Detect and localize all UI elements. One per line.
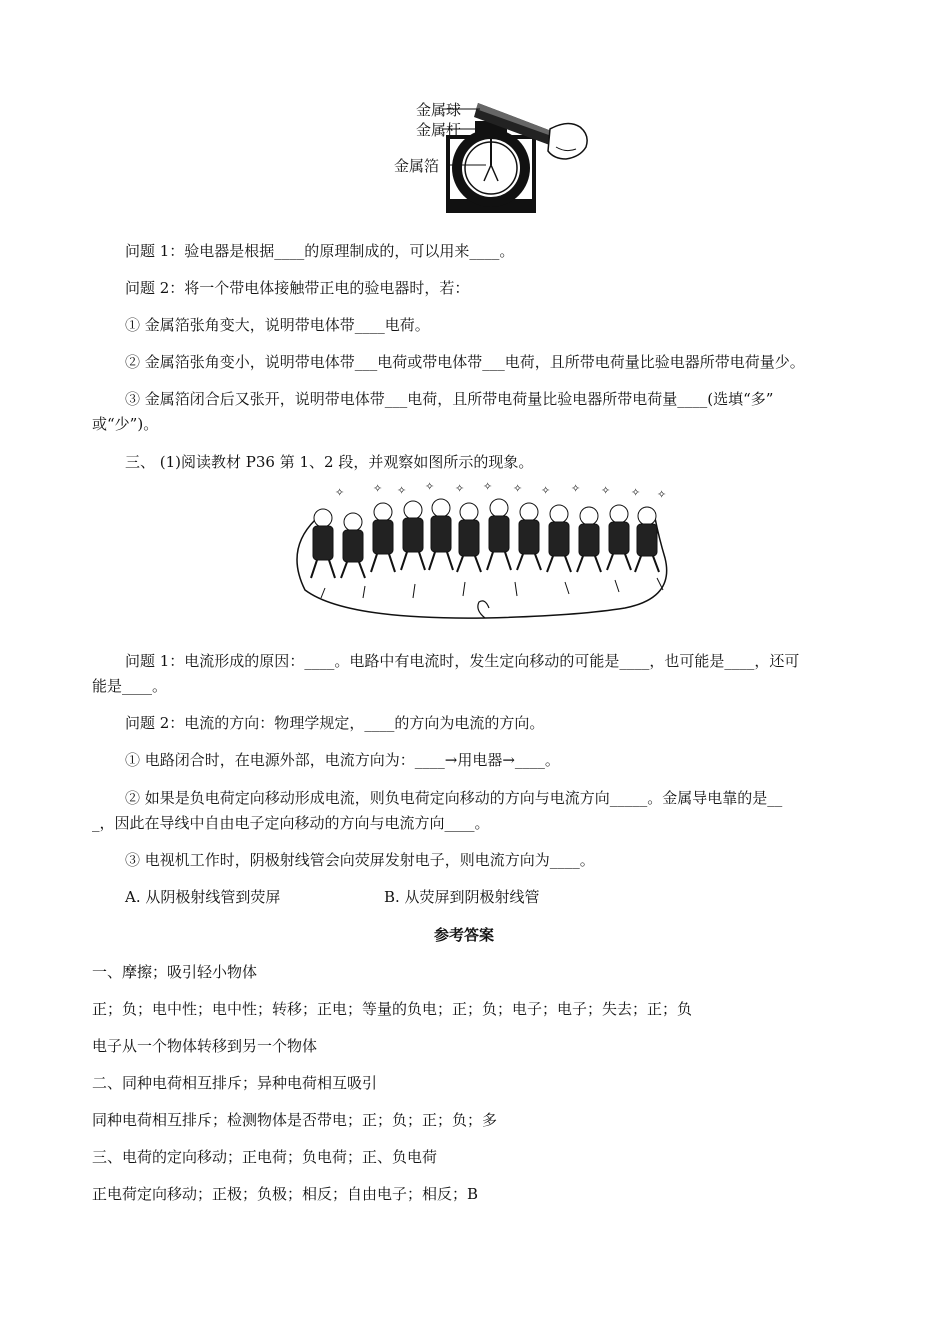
people-circuit-figure	[285, 480, 700, 625]
label-metal-foil: 金属箔	[394, 157, 440, 175]
svg-text:✧: ✧	[483, 480, 493, 493]
answer-line-5: 同种电荷相互排斥；检测物体是否带电；正；负；正；负；多	[92, 1111, 498, 1129]
section-3-intro: 三、 (1)阅读教材 P36 第 1、2 段，并观察如图所示的现象。	[125, 453, 534, 471]
question-2-1: 问题 1：验电器是根据____的原理制成的，可以用来____。	[125, 242, 515, 260]
answer-line-1: 一、摩擦；吸引轻小物体	[92, 963, 258, 981]
question-2-2-item1: ① 金属箔张角变大，说明带电体带____电荷。	[125, 316, 430, 334]
svg-text:✧: ✧	[397, 484, 407, 497]
answers-title: 参考答案	[434, 926, 495, 944]
question-2-2-item3-line1: ③ 金属箔闭合后又张开，说明带电体带___电荷，且所带电荷量比验电器所带电荷量____(选填“多”	[125, 390, 774, 408]
electroscope-figure	[390, 95, 600, 215]
question-3-1-line2: 能是____。	[92, 677, 168, 695]
question-2-2-item2: ② 金属箔张角变小，说明带电体带___电荷或带电体带___电荷，且所带电荷量比验电器所带电荷量少。	[125, 353, 805, 371]
svg-text:✧: ✧	[373, 482, 383, 495]
question-3-2-item1: ① 电路闭合时，在电源外部，电流方向为：____→用电器→____。	[125, 751, 560, 769]
svg-text:✧: ✧	[455, 482, 465, 495]
question-3-2-item2-line2: _，因此在导线中自由电子定向移动的方向与电流方向____。	[92, 814, 490, 832]
svg-text:✧: ✧	[425, 480, 435, 493]
answer-line-6: 三、电荷的定向移动；正电荷；负电荷；正、负电荷	[92, 1148, 438, 1166]
svg-text:✧: ✧	[571, 482, 581, 495]
answer-line-7: 正电荷定向移动；正极；负极；相反；自由电子；相反；B	[92, 1185, 479, 1203]
option-a: A. 从阴极射线管到荧屏	[125, 888, 281, 906]
svg-text:✧: ✧	[541, 484, 551, 497]
question-3-1-line1: 问题 1：电流形成的原因：____。电路中有电流时，发生定向移动的可能是____，也可能是____，还可	[125, 652, 800, 670]
svg-text:✧: ✧	[657, 488, 667, 501]
question-2-2-item3-line2: 或“少”)。	[92, 415, 159, 433]
question-3-2: 问题 2：电流的方向：物理学规定，____的方向为电流的方向。	[125, 714, 545, 732]
question-3-2-item3: ③ 电视机工作时，阴极射线管会向荧屏发射电子，则电流方向为____。	[125, 851, 595, 869]
svg-text:✧: ✧	[601, 484, 611, 497]
answer-line-4: 二、同种电荷相互排斥；异种电荷相互吸引	[92, 1074, 378, 1092]
option-b: B. 从荧屏到阴极射线管	[384, 888, 540, 906]
label-metal-ball: 金属球	[416, 101, 462, 119]
label-metal-rod: 金属杆	[416, 121, 462, 139]
svg-text:✧: ✧	[631, 486, 641, 499]
answer-line-2: 正；负；电中性；电中性；转移；正电；等量的负电；正；负；电子；电子；失去；正；负	[92, 1000, 693, 1018]
svg-text:✧: ✧	[335, 486, 345, 499]
question-3-2-item2-line1: ② 如果是负电荷定向移动形成电流，则负电荷定向移动的方向与电流方向_____。金属导电靠的是__	[125, 789, 783, 807]
answer-line-3: 电子从一个物体转移到另一个物体	[92, 1037, 318, 1055]
question-2-2: 问题 2：将一个带电体接触带正电的验电器时，若：	[125, 279, 470, 297]
svg-text:✧: ✧	[513, 482, 523, 495]
people-circuit-drawing	[285, 480, 700, 625]
